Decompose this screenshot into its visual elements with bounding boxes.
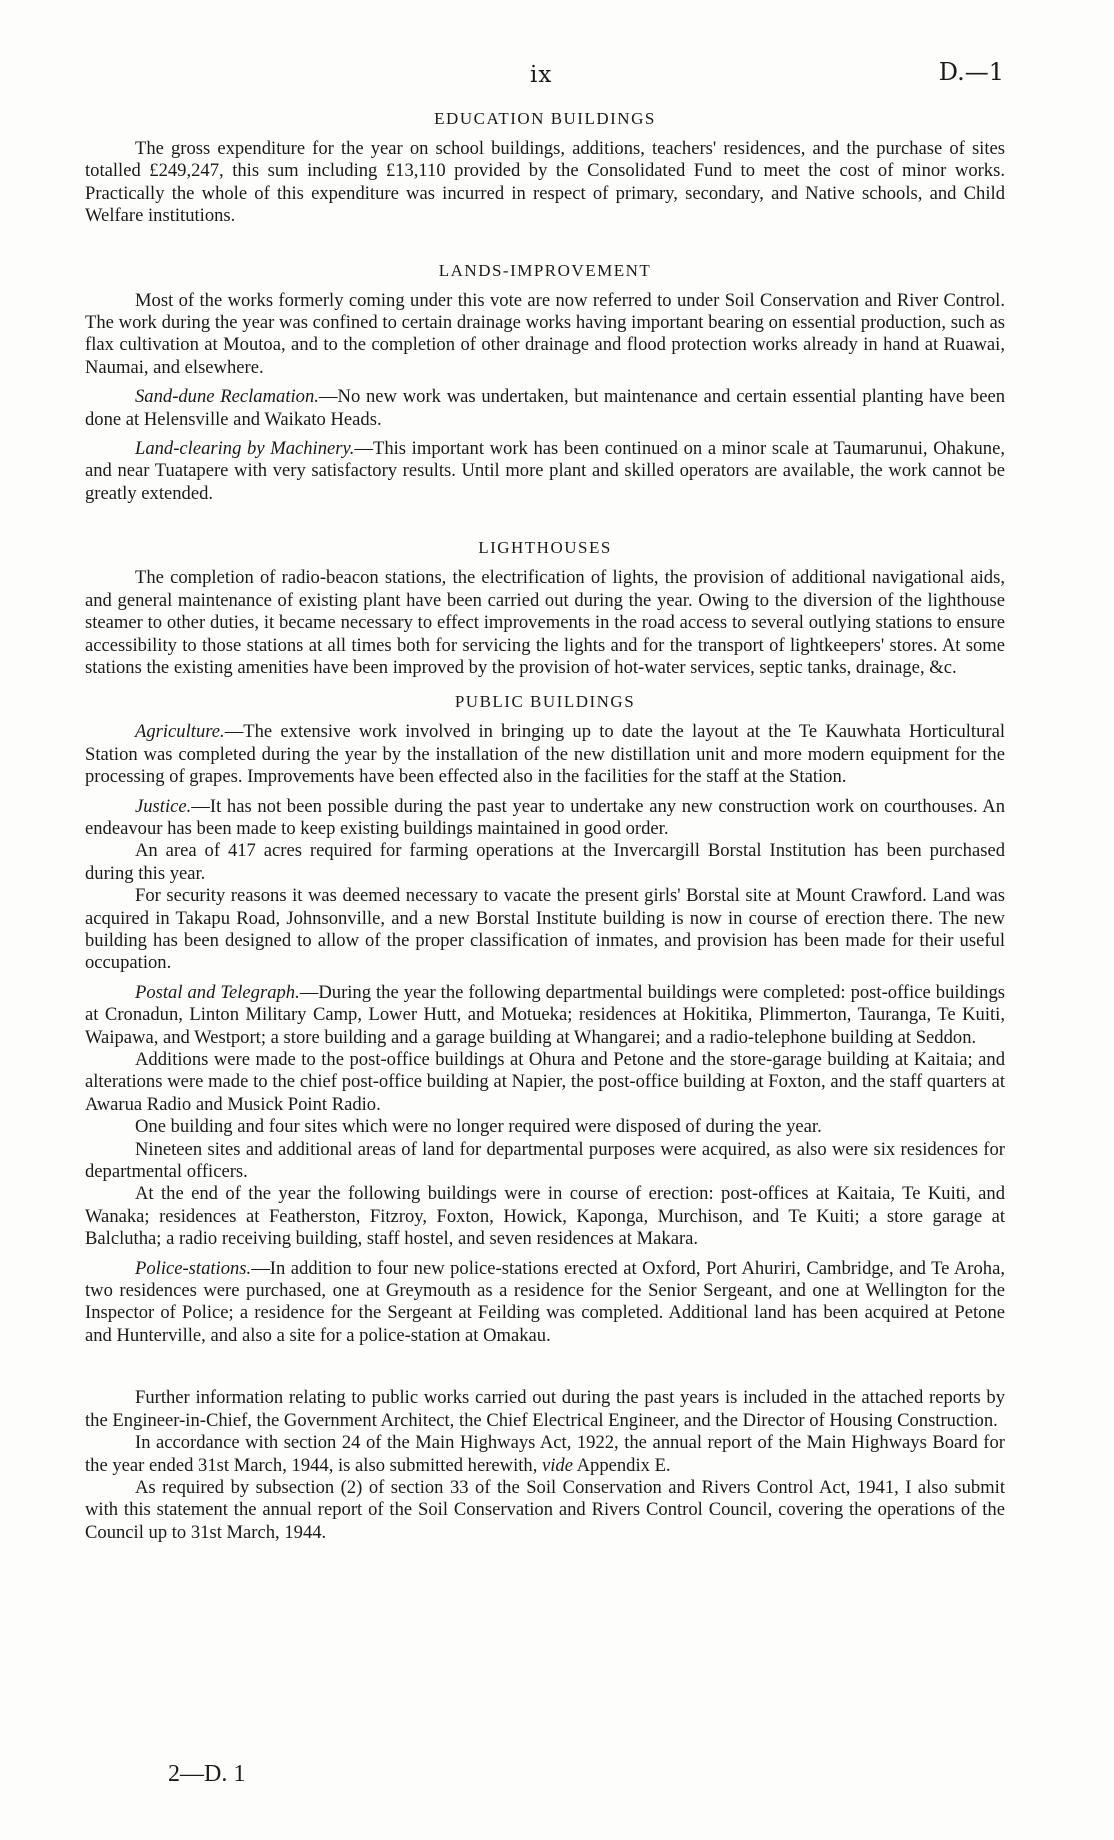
run-in-label: Agriculture.: [135, 721, 225, 743]
paragraph-police: [85, 1258, 1005, 1348]
paragraph-sand-dune: [85, 386, 1005, 431]
section-heading: LIGHTHOUSES: [478, 538, 612, 558]
paragraph: The completion of radio-beacon stations, the electrification of lights, the provision of additional navigational aids, and general maintenance of existing plant have been carried out during the year. Owing to the diversion of the lighthouse steamer to other duties, it became necessary to effect improvements in the road access to several outlying stations to ensure accessibility to those stations at all times both for servicing the lights and for the transport of lightkeepers' stores. At some stations the existing amenities have been improved by the provision of hot-water services, septic tanks, drainage, &c.: [85, 567, 1005, 678]
run-in-label: Land-clearing by Machinery.: [135, 438, 355, 460]
section-heading: PUBLIC BUILDINGS: [454, 692, 636, 712]
paragraph-main-highways: [85, 1432, 1005, 1477]
run-in-label: Justice.: [135, 795, 192, 817]
paragraph: Further information relating to public works carried out during the past years is included in the attached reports by the Engineer-in-Chief, the Government Architect, the Chief Electrical Engineer, and the Director of Housing Construction.: [85, 1387, 1005, 1431]
paragraph: Additions were made to the post-office buildings at Ohura and Petone and the store-garage building at Kaitaia; and alterations were made to the chief post-office building at Napier, the post-office building at Foxton, and the staff quarters at Awarua Radio and Musick Point Radio.: [85, 1049, 1005, 1115]
section-heading: LANDS-IMPROVEMENT: [438, 260, 652, 280]
paragraph: Nineteen sites and additional areas of land for departmental purposes were acquired, as also were six residences for departmental officers.: [85, 1138, 1005, 1183]
run-in-label: Police-stations.: [135, 1257, 252, 1279]
paragraph-text: —This important work has been continued on a minor scale at Taumarunui, Ohakune, and near Tuatapere with very satisfactory results. Until more plant and skilled operators are available, the work cannot be greatly extended.: [85, 438, 1005, 504]
paragraph-text: Appendix E.: [572, 1454, 671, 1476]
section-lands-improvement: [85, 260, 1005, 506]
paragraph-text: —In addition to four new police-stations erected at Oxford, Port Ahuriri, Cambridge, and Te Aroha, two residences were purchased, one at Greymouth as a residence for the Senior Sergeant, and one at Wellington for the Inspector of Police; a residence for the Sergeant at Feilding was completed. Additional land has been acquired at Petone and Hunterville, and also a site for a police-station at Omakau.: [85, 1257, 1005, 1346]
run-in-label: Postal and Telegraph.: [135, 981, 300, 1003]
page-number: ix: [530, 62, 553, 88]
paragraph-postal: [85, 982, 1005, 1049]
run-in-label: Sand-dune Reclamation.: [135, 386, 319, 408]
section-public-buildings: [85, 691, 1005, 1347]
signature-reference: 2—D. 1: [168, 1761, 246, 1787]
document-reference: D.—1: [938, 58, 1004, 86]
paragraph-text: —It has not been possible during the past year to undertake any new construction work on courthouses. An endeavour has been made to keep existing buildings maintained in good order.: [85, 795, 1005, 839]
paragraph-text: —No new work was undertaken, but maintenance and certain essential planting have been done at Helensville and Waikato Heads.: [85, 386, 1006, 430]
paragraph-land-clearing: [85, 438, 1005, 505]
paragraph-justice: [85, 796, 1005, 841]
paragraph: One building and four sites which were no longer required were disposed of during the year.: [135, 1116, 822, 1138]
paragraph: At the end of the year the following buildings were in course of erection: post-offices at Kaitaia, Te Kuiti, and Wanaka; residences at Featherston, Fitzroy, Foxton, Howick, Kaponga, Murchison, and Te Kuiti; a store garage at Balclutha; a radio receiving building, staff hostel, and seven residences at Makara.: [85, 1183, 1005, 1250]
paragraph: For security reasons it was deemed necessary to vacate the present girls' Borstal site at Mount Crawford. Land was acquired in Takapu Road, Johnsonville, and a new Borstal Institute building is now in course of erection there. The new building has been designed to allow of the proper classification of inmates, and provision has been made for their useful occupation.: [85, 885, 1005, 974]
document-body: [85, 108, 1005, 1544]
paragraph: Most of the works formerly coming under this vote are now referred to under Soil Conservation and River Control. The work during the year was confined to certain drainage works having important bearing on essential production, such as flax cultivation at Moutoa, and to the completion of other drainage and flood protection works already in hand at Ruawai, Naumai, and elsewhere.: [85, 289, 1005, 378]
section-education-buildings: [85, 108, 1005, 228]
section-lighthouses: [85, 537, 1005, 679]
paragraph: As required by subsection (2) of section 33 of the Soil Conservation and Rivers Control Act, 1941, I also submit with this statement the annual report of the Soil Conservation and Rivers Control Council, covering the operations of the Council up to 31st March, 1944.: [85, 1476, 1005, 1543]
paragraph-text: —During the year the following departmental buildings were completed: post-office buildings at Cronadun, Linton Military Camp, Lower Hutt, and Motueka; residences at Hokitika, Plimmerton, Tauranga, Te Kuiti, Waipawa, and Westport; a store building and a garage building at Whangarei; and a radio-telephone building at Seddon.: [85, 981, 1005, 1048]
paragraph: The gross expenditure for the year on school buildings, additions, teachers' residences, and the purchase of sites totalled £249,247, this sum including £13,110 provided by the Consolidated Fund to meet the cost of minor works. Practically the whole of this expenditure was incurred in respect of primary, secondary, and Native schools, and Child Welfare institutions.: [85, 138, 1005, 227]
paragraph-agriculture: [85, 721, 1005, 788]
italic-word: vide: [542, 1454, 573, 1476]
paragraph-text: —The extensive work involved in bringing up to date the layout at the Te Kauwhata Horticultural Station was completed during the year by the installation of the new distillation unit and more modern equipment for the processing of grapes. Improvements have been effected also in the facilities for the staff at the Station.: [85, 721, 1005, 788]
section-heading: EDUCATION BUILDINGS: [434, 109, 656, 128]
section-closing: [85, 1387, 1005, 1544]
paragraph: An area of 417 acres required for farming operations at the Invercargill Borstal Institution has been purchased during this year.: [85, 840, 1005, 884]
paragraph-text: In accordance with section 24 of the Main Highways Act, 1922, the annual report of the Main Highways Board for the year ended 31st March, 1944, is also submitted herewith,: [85, 1432, 1005, 1476]
